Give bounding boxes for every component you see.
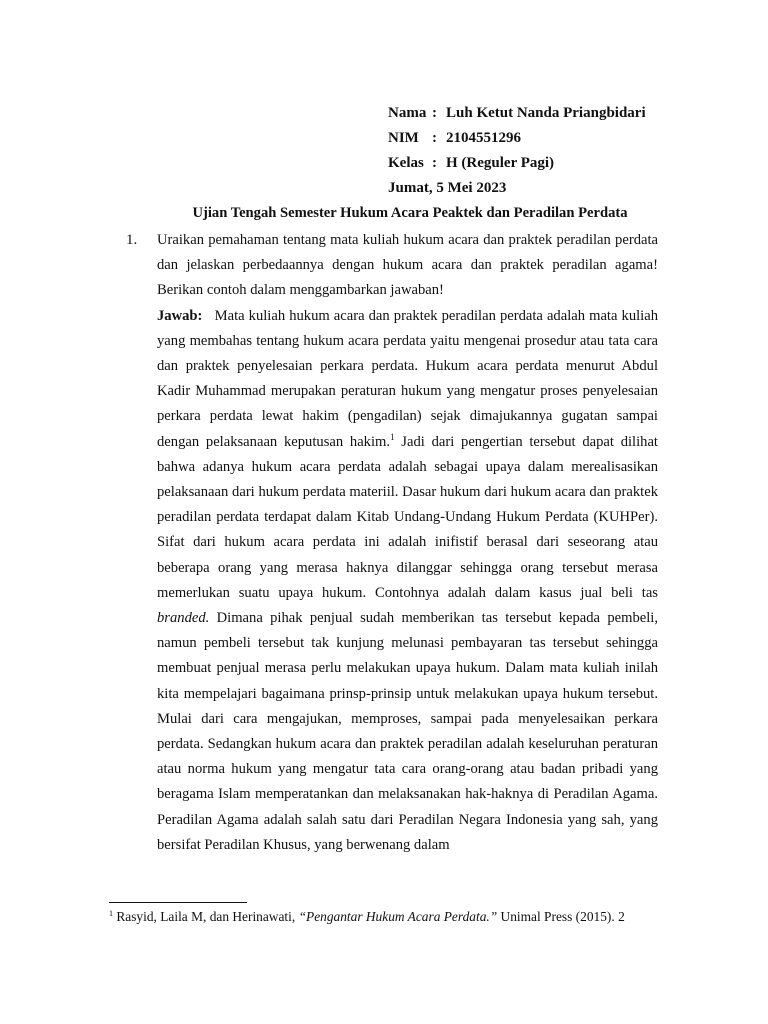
answer-text-3: Dimana pihak penjual sudah memberikan tas tersebut kepada pembeli, namun pembeli tersebut tak kunjung melunasi pembayaran tas tersebut sehingga membuat penjual merasa perlu melakukan upaya hukum. Dalam mata kuliah inilah kita mempelajari bagaimana prinsp-prinsip untuk melakukan upaya hukum tersebut. Mulai dari cara mengajukan, memproses, sampai pada menyelesaikan perkara perdata. Sedangkan hukum acara dan praktek peradilan adalah keseluruhan peraturan atau norma hukum yang mengatur tata cara orang-orang atau badan pribadi yang beragama Islam memperatankan dan melaksanakan hak-haknya di Peradilan Agama. Peradilan Agama adalah salah satu dari Peradilan Negara Indonesia yang sah, yang bersifat Peradilan Khusus, yang berwenang dalam: [157, 610, 658, 853]
name-row: [388, 101, 646, 126]
nim-separator: :: [432, 130, 437, 146]
question-block: [157, 228, 658, 858]
question-text: Uraikan pemahaman tentang mata kuliah hukum acara dan praktek peradilan perdata dan jelaskan perbedaannya dengan hukum acara dan praktek peradilan agama! Berikan contoh dalam menggambarkan jawaban!: [157, 232, 658, 299]
class-separator: :: [432, 155, 437, 171]
name-label: Nama: [388, 105, 427, 121]
question-number: 1.: [126, 232, 138, 248]
class-value: H (Reguler Pagi): [446, 155, 555, 171]
nim-value: 2104551296: [446, 130, 521, 146]
answer-label: Jawab:: [157, 307, 203, 324]
answer-italic-term: branded.: [157, 610, 210, 627]
class-label: Kelas: [388, 155, 424, 171]
name-value: Luh Ketut Nanda Priangbidari: [446, 105, 646, 121]
footnote-authors: Rasyid, Laila M, dan Herinawati,: [113, 909, 299, 924]
footnote-separator: [109, 902, 247, 903]
student-info: [388, 101, 646, 201]
footnote-title: “Pengantar Hukum Acara Perdata.”: [298, 909, 498, 924]
nim-label: NIM: [388, 130, 419, 146]
footnote-number: 1: [109, 909, 113, 918]
answer-paragraph: [157, 304, 658, 858]
footnote-reference[interactable]: 1: [390, 431, 395, 442]
name-separator: :: [432, 105, 437, 121]
answer-text-2: Jadi dari pengertian tersebut dapat dilihat bahwa adanya hukum acara perdata adalah sebagai upaya dalam merealisasikan pelaksanaan dari hukum perdata materiil. Dasar hukum dari hukum acara dan praktek peradilan perdata terdapat dalam Kitab Undang-Undang Hukum Perdata (KUHPer). Sifat dari hukum acara perdata ini adalah inifistif berasal dari seseorang atau beberapa orang yang merasa haknya dilanggar sehingga orang tersebut merasa memerlukan suatu upaya hukum. Contohnya adalah dalam kasus jual beli tas: [157, 433, 658, 601]
answer-text-1: Mata kuliah hukum acara dan praktek peradilan perdata adalah mata kuliah yang membahas tentang hukum acara perdata yaitu mengenai prosedur atau tata cara dan praktek penyelesaian perkara perdata. Hukum acara perdata menurut Abdul Kadir Muhammad merupakan peraturan hukum yang mengatur proses penyelesaian perkara perdata lewat hakim (pengadilan) sejak dimajukannya gugatan sampai dengan pelaksanaan keputusan hakim.: [157, 307, 658, 450]
footnote: [109, 905, 625, 926]
class-row: [388, 151, 646, 176]
exam-title: Ujian Tengah Semester Hukum Acara Peaktek dan Peradilan Perdata: [192, 205, 628, 221]
exam-date: Jumat, 5 Mei 2023: [388, 180, 507, 196]
nim-row: [388, 126, 646, 151]
footnote-publisher: Unimal Press (2015). 2: [497, 909, 625, 924]
